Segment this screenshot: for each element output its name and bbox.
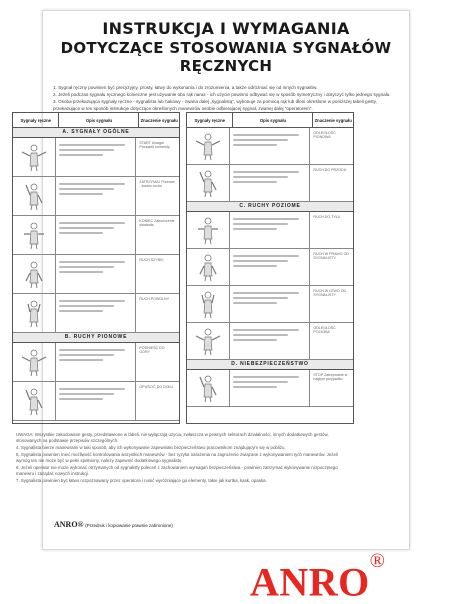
signal-figure-icon <box>194 252 222 282</box>
table-row <box>187 323 353 360</box>
header-cell-desc: Opis sygnału <box>59 113 139 127</box>
intro-item: 1. Sygnał ręczny powinien być precyzyjny, prosty, łatwy do wykonania i do zrozumienia, a także odróżniać się od innych sygnałów. <box>53 85 318 90</box>
description-cell <box>56 177 136 215</box>
description-cell <box>230 128 310 164</box>
description-cell <box>230 370 310 406</box>
table-row <box>13 177 179 216</box>
signal-figure-icon <box>194 373 222 403</box>
figure-cell <box>13 255 56 293</box>
command-cell: RUCH DO TYŁU <box>313 215 341 219</box>
note-item: UWAGA: Wszystkie zakodowane gesty, przedstawione w tabeli, nie wyłączają użycia, zwłaszcza w pewnych sektorach działalności, innych dodatkowych gestów, stosowanych na podstawie przepisów szczególnych. <box>16 432 329 443</box>
intro-text <box>53 85 399 112</box>
description-cell <box>56 294 136 332</box>
figure-cell <box>187 165 230 201</box>
table-row <box>187 165 353 202</box>
signal-figure-icon <box>194 215 222 245</box>
figure-cell <box>13 138 56 176</box>
footer-brand: ANRO® <box>54 520 84 529</box>
signal-figure-icon <box>194 131 222 161</box>
figure-cell <box>187 323 230 359</box>
signal-figure-icon <box>194 326 222 356</box>
figure-cell <box>187 249 230 285</box>
signal-figure-icon <box>20 220 48 250</box>
command-cell: PODNIEŚĆ DO GÓRY <box>139 346 165 354</box>
table-right-column <box>186 112 354 424</box>
table-row <box>13 343 179 382</box>
command-cell: RUCH W LEWO OD SYGNALISTY <box>313 289 347 297</box>
table-row <box>187 212 353 249</box>
header-cell-figure: Sygnały ręczne <box>187 113 233 127</box>
notes-block <box>16 432 350 485</box>
command-cell: KONIEC Zakończenie działania <box>139 219 175 227</box>
section-title: C. RUCHY POZIOME <box>187 202 353 212</box>
description-cell <box>230 286 310 322</box>
description-cell <box>56 255 136 293</box>
header-cell-command: Znaczenie sygnału <box>140 117 178 123</box>
command-cell: START Uwaga! Początek komendy <box>139 141 170 149</box>
table-row <box>187 128 353 165</box>
figure-cell <box>13 177 56 215</box>
table-row <box>13 382 179 421</box>
description-cell <box>230 323 310 359</box>
command-cell: RUCH DO PRZODU <box>313 168 347 172</box>
note-item: 6. Jeżeli operator nie może wykonać otrzymanych od sygnalisty poleceń z zachowaniem wymagań bezpieczeństwa - powinien zatrzymać wykonywanie rozpoczętego manewru i zażądać nowych instrukcji. <box>16 465 338 476</box>
command-cell: RUCH SZYBKI <box>139 258 164 262</box>
signal-figure-icon <box>20 181 48 211</box>
figure-cell <box>13 216 56 254</box>
table-row <box>13 255 179 294</box>
table-row <box>13 216 179 255</box>
figure-cell <box>187 128 230 164</box>
anro-logo <box>250 550 386 604</box>
table-row <box>187 249 353 286</box>
signals-table <box>12 112 354 422</box>
description-cell <box>230 249 310 285</box>
signal-figure-icon <box>194 168 222 198</box>
command-cell: RUCH W PRAWO OD SYGNALISTY <box>313 252 349 260</box>
signal-figure-icon <box>20 259 48 289</box>
logo-text: ANRO <box>250 559 370 604</box>
header-cell-figure: Sygnały ręczne <box>13 113 59 127</box>
command-cell: ODLEGŁOŚĆ PIONOWA <box>313 131 336 139</box>
table-row <box>13 138 179 177</box>
command-cell: OPUŚCIĆ DO DOŁU <box>139 385 174 389</box>
header-cell-desc: Opis sygnału <box>233 113 313 127</box>
figure-cell <box>187 370 230 406</box>
signal-figure-icon <box>20 347 48 377</box>
section-title: D. NIEBEZPIECZEŃSTWO <box>187 360 353 370</box>
registered-mark: ® <box>369 550 386 572</box>
table-header <box>187 113 353 128</box>
signal-figure-icon <box>20 298 48 328</box>
description-cell <box>56 382 136 420</box>
title-line-1: INSTRUKCJA I WYMAGANIA <box>102 19 350 38</box>
table-header <box>13 113 179 128</box>
table-left-column <box>12 112 180 424</box>
header-cell-command: Znaczenie sygnału <box>314 117 352 123</box>
description-cell <box>230 165 310 201</box>
figure-cell <box>187 212 230 248</box>
table-row <box>187 370 353 407</box>
description-cell <box>230 212 310 248</box>
section-title: B. RUCHY PIONOWE <box>13 333 179 343</box>
table-row <box>187 286 353 323</box>
intro-item: 2. Jeżeli podczas sygnału ręcznego konieczne jest używanie obu rąk naraz - ich użycie powinno odbywać się w sposób symetryczny i dotyczyć tylko jednego sygnału. <box>53 92 391 98</box>
sheet-footer <box>54 520 173 529</box>
section-title: A. SYGNAŁY OGÓLNE <box>13 128 179 138</box>
figure-cell <box>13 382 56 420</box>
signal-figure-icon <box>20 386 48 416</box>
command-cell: ZATRZYMAJ Przerwa - koniec ruchu <box>139 180 175 188</box>
intro-item: 3. Osoba przekazująca sygnały ręczne - sygnalista lub hakowy - zwana dalej „sygnalistą”, wykonuje za pomocą rąk lub dłoni określone w poniższej tabeli gesty, przekazujące w ten sposób instrukcje dotyczące określonych manewrów osobie odbierającej sygnał, zwanej dalej “operatorem”. <box>53 99 377 111</box>
description-cell <box>56 216 136 254</box>
signal-figure-icon <box>20 142 48 172</box>
signal-figure-icon <box>194 289 222 319</box>
footer-note: (Przedruk i kopiowanie prawnie zabronione) <box>85 523 173 528</box>
note-item: 4. Sygnalista bierze manewrami w taki sposób, aby ich wykonywanie zapewniało bezpieczeństwo pracownikom znajdującym się w pobliżu. <box>16 445 286 450</box>
figure-cell <box>13 294 56 332</box>
description-cell <box>56 343 136 381</box>
description-cell <box>56 138 136 176</box>
note-item: 7. Sygnalista powinien być łatwo rozpoznawany przez operatora i nosić wyróżniające go elementy, takie jak kurtka, kask, opaska. <box>16 478 267 483</box>
command-cell: ODLEGŁOŚĆ POZIOMA <box>313 326 336 334</box>
table-row <box>13 294 179 333</box>
command-cell: STOP Zatrzymanie w nagłym przypadku <box>313 373 348 381</box>
note-item: 5. Sygnalista powinien mieć możliwość kontrolowania wszystkich manewrów - bez ryzyka narażenia na zagrożenie związane z wykonywaniem tych manewrów. Jeżeli wymóg ten nie może być w pełni spełniony, należy zapewnić dodatkowego sygnalistę. <box>16 452 338 463</box>
title-line-2: DOTYCZĄCE STOSOWANIA SYGNAŁÓW RĘCZNYCH <box>60 39 392 75</box>
figure-cell <box>13 343 56 381</box>
command-cell: RUCH POWOLNY <box>139 297 170 301</box>
figure-cell <box>187 286 230 322</box>
